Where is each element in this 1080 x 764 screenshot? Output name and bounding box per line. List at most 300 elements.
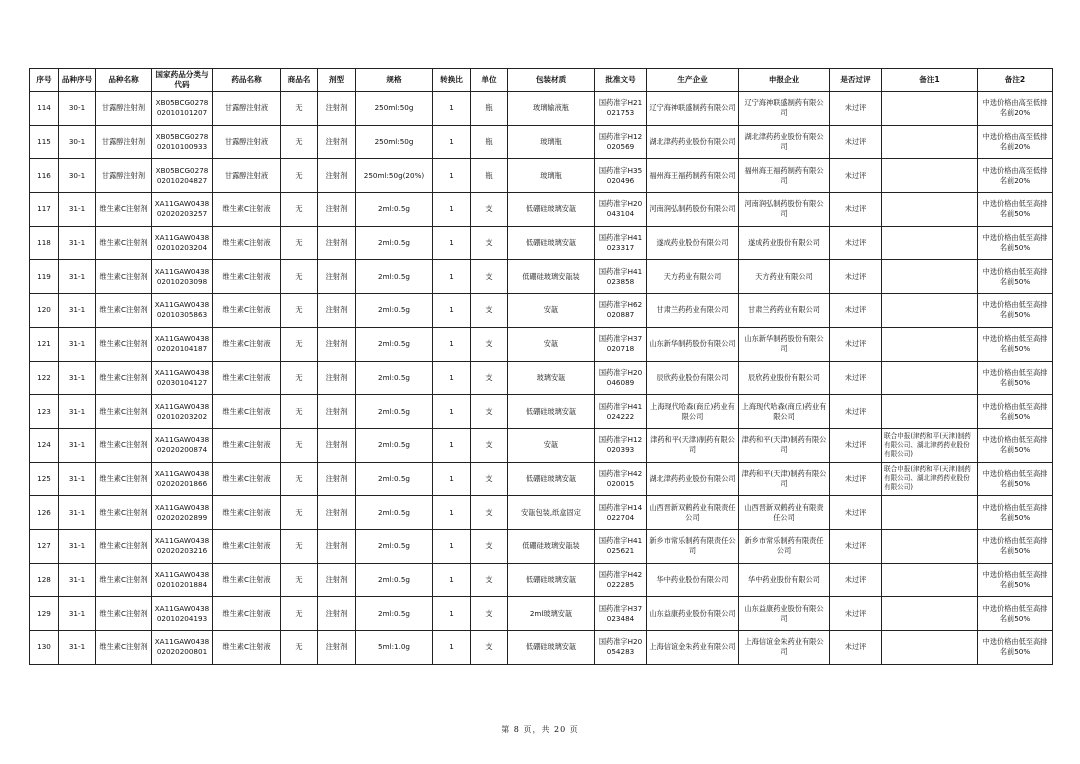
table-cell: XA11GAW043802020200874 <box>152 428 213 462</box>
table-cell: 115 <box>30 125 59 159</box>
table-cell: 中选价格由低至高排名前50% <box>978 631 1053 665</box>
table-cell: 无 <box>281 496 318 530</box>
table-cell: 瓶 <box>471 92 508 126</box>
table-cell: 31-1 <box>59 462 96 496</box>
table-cell <box>882 597 978 631</box>
table-row <box>30 361 1053 395</box>
table-cell: 国药准字H14022704 <box>595 496 647 530</box>
table-row <box>30 327 1053 361</box>
table-cell: 维生素C注射剂 <box>96 260 152 294</box>
table-cell: 国药准字H62020887 <box>595 294 647 328</box>
table-cell: 维生素C注射液 <box>213 294 281 328</box>
table-body <box>30 92 1053 665</box>
drug-price-table <box>29 68 1053 665</box>
table-cell: 安瓿 <box>508 428 595 462</box>
table-cell: 福州海王福药制药有限公司 <box>647 159 739 193</box>
table-cell: 支 <box>471 563 508 597</box>
table-cell: 注射剂 <box>318 193 356 227</box>
table-cell: 中选价格由低至高排名前50% <box>978 193 1053 227</box>
table-cell: 维生素C注射液 <box>213 462 281 496</box>
table-cell: 未过评 <box>830 428 882 462</box>
table-cell: 未过评 <box>830 193 882 227</box>
table-cell: 未过评 <box>830 361 882 395</box>
table-cell: 维生素C注射液 <box>213 631 281 665</box>
table-cell: XA11GAW043802010204193 <box>152 597 213 631</box>
table-cell <box>882 395 978 429</box>
table-cell: 注射剂 <box>318 159 356 193</box>
table-cell: 中选价格由低至高排名前50% <box>978 361 1053 395</box>
column-header: 剂型 <box>318 69 356 92</box>
table-cell: 注射剂 <box>318 428 356 462</box>
table-cell: 华中药业股份有限公司 <box>647 563 739 597</box>
table-cell: 联合申报(津药和平(天津)制药有限公司、湖北津药药业股份有限公司) <box>882 428 978 462</box>
table-cell: 31-1 <box>59 294 96 328</box>
table-cell: 注射剂 <box>318 529 356 563</box>
table-cell: 2ml:0.5g <box>356 193 433 227</box>
table-cell: 注射剂 <box>318 631 356 665</box>
table-cell: 河南润弘制药股份有限公司 <box>739 193 830 227</box>
table-cell: XA11GAW043802030104127 <box>152 361 213 395</box>
table-cell: 瓶 <box>471 125 508 159</box>
table-cell: 注射剂 <box>318 327 356 361</box>
table-cell: 2ml:0.5g <box>356 327 433 361</box>
table-cell: 2ml:0.5g <box>356 260 433 294</box>
table-cell: 维生素C注射剂 <box>96 462 152 496</box>
table-cell: 5ml:1.0g <box>356 631 433 665</box>
table-cell: 支 <box>471 294 508 328</box>
table-cell: 31-1 <box>59 327 96 361</box>
table-cell: 无 <box>281 395 318 429</box>
table-cell: 31-1 <box>59 529 96 563</box>
table-row <box>30 631 1053 665</box>
table-cell: 30-1 <box>59 125 96 159</box>
table-cell <box>882 125 978 159</box>
table-cell: 1 <box>433 159 471 193</box>
table-cell: XA11GAW043802010203098 <box>152 260 213 294</box>
table-cell: 无 <box>281 462 318 496</box>
table-row <box>30 193 1053 227</box>
table-cell: 250ml:50g <box>356 125 433 159</box>
table-row <box>30 395 1053 429</box>
table-cell: 国药准字H21021753 <box>595 92 647 126</box>
table-cell: 31-1 <box>59 428 96 462</box>
table-cell: 国药准字H20043104 <box>595 193 647 227</box>
table-cell: 维生素C注射剂 <box>96 361 152 395</box>
column-header: 包装材质 <box>508 69 595 92</box>
table-row <box>30 159 1053 193</box>
table-cell: 维生素C注射剂 <box>96 597 152 631</box>
table-cell: 注射剂 <box>318 496 356 530</box>
table-cell: 津药和平(天津)制药有限公司 <box>647 428 739 462</box>
table-cell <box>882 226 978 260</box>
table-cell: 甘露醇注射剂 <box>96 125 152 159</box>
table-cell: XA11GAW043802020202899 <box>152 496 213 530</box>
table-cell: 31-1 <box>59 193 96 227</box>
table-cell: 遂成药业股份有限公司 <box>647 226 739 260</box>
table-cell: 低硼硅玻璃安瓿 <box>508 395 595 429</box>
table-cell: 维生素C注射剂 <box>96 631 152 665</box>
table-cell: XA11GAW043802010203202 <box>152 395 213 429</box>
table-cell: 中选价格由高至低排名前20% <box>978 92 1053 126</box>
table-cell: 注射剂 <box>318 92 356 126</box>
table-cell: 中选价格由低至高排名前50% <box>978 462 1053 496</box>
table-cell <box>882 496 978 530</box>
table-cell: 维生素C注射液 <box>213 428 281 462</box>
table-cell: 1 <box>433 395 471 429</box>
table-cell <box>882 294 978 328</box>
table-cell: 121 <box>30 327 59 361</box>
table-cell: 玻璃瓶 <box>508 125 595 159</box>
table-cell: 1 <box>433 631 471 665</box>
table-cell: 未过评 <box>830 159 882 193</box>
table-cell: 118 <box>30 226 59 260</box>
table-cell: 辰欣药业股份有限公司 <box>739 361 830 395</box>
table-cell: XA11GAW043802020203257 <box>152 193 213 227</box>
table-cell: 未过评 <box>830 327 882 361</box>
table-cell: 维生素C注射剂 <box>96 529 152 563</box>
table-cell: 未过评 <box>830 260 882 294</box>
table-cell: 上海信谊金朱药业有限公司 <box>739 631 830 665</box>
table-row <box>30 529 1053 563</box>
table-cell: 无 <box>281 529 318 563</box>
table-cell: 31-1 <box>59 631 96 665</box>
table-row <box>30 260 1053 294</box>
table-cell: 新乡市常乐制药有限责任公司 <box>647 529 739 563</box>
table-row <box>30 226 1053 260</box>
table-cell: 玻璃安瓿 <box>508 361 595 395</box>
table-cell: 注射剂 <box>318 226 356 260</box>
table-cell <box>882 193 978 227</box>
table-cell <box>882 260 978 294</box>
table-cell: 注射剂 <box>318 395 356 429</box>
table-cell: 2ml:0.5g <box>356 563 433 597</box>
table-cell: 湖北津药药业股份有限公司 <box>739 125 830 159</box>
table-cell: 30-1 <box>59 159 96 193</box>
table-cell: 支 <box>471 361 508 395</box>
table-cell: 新乡市常乐制药有限责任公司 <box>739 529 830 563</box>
table-cell: 上海信谊金朱药业有限公司 <box>647 631 739 665</box>
table-cell: 未过评 <box>830 92 882 126</box>
column-header: 药品名称 <box>213 69 281 92</box>
table-cell: 无 <box>281 428 318 462</box>
table-cell: 支 <box>471 428 508 462</box>
table-cell: 1 <box>433 361 471 395</box>
table-cell: 未过评 <box>830 563 882 597</box>
table-cell: 128 <box>30 563 59 597</box>
table-cell: 无 <box>281 361 318 395</box>
table-header-row <box>30 69 1053 92</box>
table-cell: 中选价格由低至高排名前50% <box>978 563 1053 597</box>
table-cell: 维生素C注射液 <box>213 193 281 227</box>
table-cell: 250ml:50g <box>356 92 433 126</box>
table-cell: XB05BCG027802010101207 <box>152 92 213 126</box>
table-cell: 2ml:0.5g <box>356 428 433 462</box>
table-cell: 低硼硅玻璃安瓿装 <box>508 260 595 294</box>
table-cell: 支 <box>471 260 508 294</box>
table-cell: 126 <box>30 496 59 530</box>
table-cell: 玻璃瓶 <box>508 159 595 193</box>
table-cell <box>882 631 978 665</box>
table-cell: 瓶 <box>471 159 508 193</box>
table-cell: 1 <box>433 563 471 597</box>
table-cell: 国药准字H41025621 <box>595 529 647 563</box>
table-cell: 124 <box>30 428 59 462</box>
table-row <box>30 428 1053 462</box>
table-cell: 未过评 <box>830 597 882 631</box>
table-cell: 129 <box>30 597 59 631</box>
column-header: 国家药品分类与代码 <box>152 69 213 92</box>
table-cell: 国药准字H41023858 <box>595 260 647 294</box>
table-cell: 天方药业有限公司 <box>647 260 739 294</box>
table-cell: 无 <box>281 159 318 193</box>
table-cell: 130 <box>30 631 59 665</box>
table-cell: 国药准字H37020718 <box>595 327 647 361</box>
table-cell: 上海现代哈森(商丘)药业有限公司 <box>739 395 830 429</box>
table-row <box>30 597 1053 631</box>
table-cell: 2ml:0.5g <box>356 462 433 496</box>
table-cell: 中选价格由高至低排名前20% <box>978 159 1053 193</box>
table-cell: 2ml:0.5g <box>356 597 433 631</box>
table-cell: 注射剂 <box>318 563 356 597</box>
table-cell: 低硼硅玻璃安瓿 <box>508 563 595 597</box>
column-header: 备注1 <box>882 69 978 92</box>
table-cell: 国药准字H20054283 <box>595 631 647 665</box>
table-cell: 河南润弘制药股份有限公司 <box>647 193 739 227</box>
table-cell: 120 <box>30 294 59 328</box>
table-cell: 安瓿 <box>508 327 595 361</box>
table-cell: 山东新华制药股份有限公司 <box>647 327 739 361</box>
table-cell: 未过评 <box>830 125 882 159</box>
table-cell: 津药和平(天津)制药有限公司 <box>739 462 830 496</box>
table-cell: 维生素C注射液 <box>213 226 281 260</box>
table-cell: 安瓿包装,纸盒固定 <box>508 496 595 530</box>
table-cell: 华中药业股份有限公司 <box>739 563 830 597</box>
column-header: 单位 <box>471 69 508 92</box>
table-cell: 联合申报(津药和平(天津)制药有限公司、湖北津药药业股份有限公司) <box>882 462 978 496</box>
table-cell: XA11GAW043802010305863 <box>152 294 213 328</box>
table-cell: 未过评 <box>830 496 882 530</box>
page-footer: 第 8 页，共 20 页 <box>501 725 579 734</box>
table-cell: 维生素C注射液 <box>213 496 281 530</box>
table-row <box>30 462 1053 496</box>
table-cell <box>882 563 978 597</box>
table-cell: 维生素C注射剂 <box>96 496 152 530</box>
table-cell: 中选价格由低至高排名前50% <box>978 327 1053 361</box>
table-cell: 山西晋新双鹤药业有限责任公司 <box>739 496 830 530</box>
table-cell: 维生素C注射液 <box>213 395 281 429</box>
table-cell: 中选价格由低至高排名前50% <box>978 395 1053 429</box>
table-cell: 1 <box>433 294 471 328</box>
column-header: 生产企业 <box>647 69 739 92</box>
table-cell: XB05BCG027802010204827 <box>152 159 213 193</box>
table-cell: 支 <box>471 496 508 530</box>
table-cell: XB05BCG027802010100933 <box>152 125 213 159</box>
table-cell: XA11GAW043802020201866 <box>152 462 213 496</box>
table-cell: 116 <box>30 159 59 193</box>
table-cell: 国药准字H12020569 <box>595 125 647 159</box>
table-cell: 2ml:0.5g <box>356 361 433 395</box>
table-cell: 中选价格由低至高排名前50% <box>978 597 1053 631</box>
table-cell: 中选价格由高至低排名前20% <box>978 125 1053 159</box>
table-cell: 维生素C注射剂 <box>96 294 152 328</box>
table-cell: 无 <box>281 193 318 227</box>
table-cell: 维生素C注射剂 <box>96 226 152 260</box>
table-cell: 国药准字H35020496 <box>595 159 647 193</box>
table-cell: 无 <box>281 563 318 597</box>
price-table-container <box>29 68 1052 665</box>
table-cell: 无 <box>281 125 318 159</box>
table-cell: 甘露醇注射液 <box>213 159 281 193</box>
table-cell: 注射剂 <box>318 260 356 294</box>
table-cell: 31-1 <box>59 226 96 260</box>
table-cell: 无 <box>281 327 318 361</box>
table-cell: 中选价格由低至高排名前50% <box>978 260 1053 294</box>
table-cell: 维生素C注射液 <box>213 361 281 395</box>
table-cell: 低硼硅玻璃安瓿 <box>508 631 595 665</box>
table-cell: 维生素C注射液 <box>213 529 281 563</box>
table-cell: 114 <box>30 92 59 126</box>
table-cell: 注射剂 <box>318 597 356 631</box>
table-row <box>30 563 1053 597</box>
table-cell: 无 <box>281 260 318 294</box>
table-cell: XA11GAW043802010201884 <box>152 563 213 597</box>
table-cell: 维生素C注射液 <box>213 327 281 361</box>
table-cell: 中选价格由低至高排名前50% <box>978 428 1053 462</box>
column-header: 批准文号 <box>595 69 647 92</box>
table-cell: 支 <box>471 193 508 227</box>
table-cell <box>882 159 978 193</box>
table-cell: 31-1 <box>59 260 96 294</box>
table-cell <box>882 529 978 563</box>
table-cell: 甘肃兰药药业有限公司 <box>739 294 830 328</box>
table-cell: 维生素C注射液 <box>213 563 281 597</box>
table-cell: XA11GAW043802020203216 <box>152 529 213 563</box>
table-cell: 支 <box>471 327 508 361</box>
table-cell: 维生素C注射剂 <box>96 428 152 462</box>
table-cell: 辽宁海神联盛制药有限公司 <box>739 92 830 126</box>
table-cell: 未过评 <box>830 294 882 328</box>
table-cell: 上海现代哈森(商丘)药业有限公司 <box>647 395 739 429</box>
table-cell: 国药准字H20046089 <box>595 361 647 395</box>
table-cell: 注射剂 <box>318 361 356 395</box>
table-row <box>30 294 1053 328</box>
table-cell: 无 <box>281 631 318 665</box>
table-cell: 2ml:0.5g <box>356 294 433 328</box>
table-cell: 122 <box>30 361 59 395</box>
table-cell: 辽宁海神联盛制药有限公司 <box>647 92 739 126</box>
table-cell: 维生素C注射剂 <box>96 193 152 227</box>
table-cell: 国药准字H41023317 <box>595 226 647 260</box>
table-cell: 117 <box>30 193 59 227</box>
table-cell: 无 <box>281 597 318 631</box>
table-row <box>30 496 1053 530</box>
table-cell <box>882 92 978 126</box>
table-cell: 遂成药业股份有限公司 <box>739 226 830 260</box>
table-cell: XA11GAW043802010203204 <box>152 226 213 260</box>
table-cell: 未过评 <box>830 462 882 496</box>
table-cell: 注射剂 <box>318 462 356 496</box>
table-cell: 山东益康药业股份有限公司 <box>647 597 739 631</box>
table-cell: 中选价格由低至高排名前50% <box>978 226 1053 260</box>
column-header: 备注2 <box>978 69 1053 92</box>
table-cell: 支 <box>471 631 508 665</box>
table-cell: 30-1 <box>59 92 96 126</box>
table-cell: 福州海王福药制药有限公司 <box>739 159 830 193</box>
table-cell: XA11GAW043802020200801 <box>152 631 213 665</box>
table-cell: 国药准字H37023484 <box>595 597 647 631</box>
table-cell: 1 <box>433 597 471 631</box>
table-cell: 支 <box>471 462 508 496</box>
table-cell <box>882 361 978 395</box>
column-header: 商品名 <box>281 69 318 92</box>
table-cell: 1 <box>433 496 471 530</box>
table-cell: 250ml:50g(20%) <box>356 159 433 193</box>
table-cell: 山西晋新双鹤药业有限责任公司 <box>647 496 739 530</box>
table-cell: 维生素C注射液 <box>213 597 281 631</box>
table-cell: 1 <box>433 226 471 260</box>
table-cell: 1 <box>433 529 471 563</box>
column-header: 品种名称 <box>96 69 152 92</box>
table-cell: 未过评 <box>830 226 882 260</box>
table-cell: 无 <box>281 294 318 328</box>
table-cell: 支 <box>471 226 508 260</box>
table-cell: 31-1 <box>59 496 96 530</box>
table-row <box>30 125 1053 159</box>
table-cell: 维生素C注射液 <box>213 260 281 294</box>
table-cell: 31-1 <box>59 597 96 631</box>
table-cell: 国药准字H42022285 <box>595 563 647 597</box>
table-cell: 玻璃输液瓶 <box>508 92 595 126</box>
table-cell: 甘露醇注射剂 <box>96 92 152 126</box>
table-cell: 支 <box>471 597 508 631</box>
table-cell: 中选价格由低至高排名前50% <box>978 529 1053 563</box>
table-cell: 国药准字H12020393 <box>595 428 647 462</box>
table-cell: 无 <box>281 226 318 260</box>
table-cell: 1 <box>433 462 471 496</box>
table-cell: 津药和平(天津)制药有限公司 <box>739 428 830 462</box>
table-cell: 支 <box>471 529 508 563</box>
table-cell: 湖北津药药业股份有限公司 <box>647 462 739 496</box>
table-cell: 127 <box>30 529 59 563</box>
table-cell: 2ml:0.5g <box>356 226 433 260</box>
table-cell: 2ml:0.5g <box>356 496 433 530</box>
table-cell: 未过评 <box>830 631 882 665</box>
table-cell: 国药准字H41024222 <box>595 395 647 429</box>
table-cell: 1 <box>433 260 471 294</box>
table-cell: 低硼硅玻璃安瓿 <box>508 193 595 227</box>
table-row <box>30 92 1053 126</box>
table-cell: 注射剂 <box>318 125 356 159</box>
table-cell: 中选价格由低至高排名前50% <box>978 496 1053 530</box>
table-cell: 维生素C注射剂 <box>96 563 152 597</box>
table-cell: XA11GAW043802020104187 <box>152 327 213 361</box>
table-cell: 1 <box>433 125 471 159</box>
column-header: 是否过评 <box>830 69 882 92</box>
table-cell: 未过评 <box>830 395 882 429</box>
column-header: 转换比 <box>433 69 471 92</box>
table-cell: 山东益康药业股份有限公司 <box>739 597 830 631</box>
table-cell: 未过评 <box>830 529 882 563</box>
column-header: 规格 <box>356 69 433 92</box>
table-cell: 国药准字H42020015 <box>595 462 647 496</box>
table-cell: 低硼硅玻璃安瓿 <box>508 226 595 260</box>
table-cell: 中选价格由低至高排名前50% <box>978 294 1053 328</box>
table-cell: 119 <box>30 260 59 294</box>
table-cell: 123 <box>30 395 59 429</box>
table-cell: 注射剂 <box>318 294 356 328</box>
column-header: 品种序号 <box>59 69 96 92</box>
table-cell: 支 <box>471 395 508 429</box>
